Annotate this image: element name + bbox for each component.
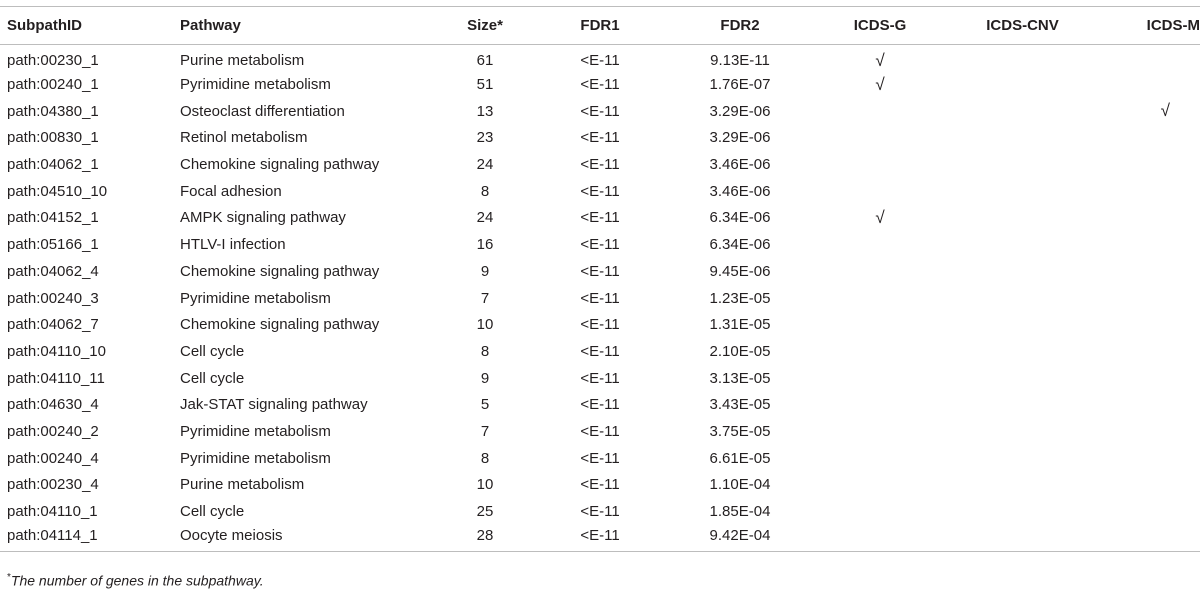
cell-icds-cnv — [940, 178, 1105, 205]
cell-icds-m — [1105, 391, 1200, 418]
cell-fdr1: <E-11 — [580, 422, 620, 440]
cell-fdr2: 1.85E-04 — [709, 503, 771, 521]
cell-subpath-id: path:04062_7 — [7, 316, 99, 334]
table-row — [0, 498, 1200, 525]
cell-fdr2: 3.29E-06 — [709, 129, 771, 147]
cell-size: 24 — [476, 156, 494, 174]
cell-icds-cnv — [940, 45, 1105, 72]
cell-icds-g — [820, 338, 940, 365]
cell-fdr2: 3.13E-05 — [709, 369, 771, 387]
cell-fdr1: <E-11 — [580, 369, 620, 387]
cell-subpath-id: path:04380_1 — [7, 102, 99, 120]
cell-subpath-id: path:00240_4 — [7, 449, 99, 467]
cell-fdr1: <E-11 — [580, 289, 620, 307]
cell-pathway: Chemokine signaling pathway — [180, 156, 380, 174]
cell-icds-cnv — [940, 472, 1105, 499]
table-row — [0, 365, 1200, 392]
cell-icds-g — [820, 418, 940, 445]
cell-icds-g — [820, 98, 940, 125]
cell-size: 28 — [430, 525, 540, 552]
cell-fdr1: <E-11 — [580, 156, 620, 174]
cell-fdr1: <E-11 — [580, 342, 620, 360]
cell-pathway: Osteoclast differentiation — [180, 102, 345, 120]
cell-icds-cnv — [940, 338, 1105, 365]
cell-pathway: Pyrimidine metabolism — [180, 449, 331, 467]
cell-size: 8 — [480, 449, 490, 467]
cell-fdr2: 9.45E-06 — [709, 262, 771, 280]
table-row — [0, 525, 1200, 552]
cell-size: 8 — [480, 342, 490, 360]
cell-icds-m — [1105, 498, 1200, 525]
cell-pathway: Focal adhesion — [180, 182, 282, 200]
cell-subpath-id: path:04062_1 — [7, 156, 99, 174]
cell-size: 25 — [476, 503, 494, 521]
table-row — [0, 311, 1200, 338]
cell-size: 8 — [480, 182, 490, 200]
cell-icds-cnv — [940, 98, 1105, 125]
cell-fdr1: <E-11 — [580, 129, 620, 147]
cell-fdr2: 3.46E-06 — [709, 156, 771, 174]
cell-subpath-id: path:05166_1 — [7, 236, 99, 254]
cell-icds-g — [820, 258, 940, 285]
cell-fdr1: <E-11 — [580, 209, 620, 227]
header-icds-g: ICDS-G — [820, 7, 940, 45]
cell-size: 13 — [476, 102, 494, 120]
cell-icds-g: √ — [875, 50, 885, 70]
cell-size: 9 — [480, 369, 490, 387]
cell-icds-cnv — [940, 418, 1105, 445]
cell-icds-m — [1105, 445, 1200, 472]
cell-icds-g — [820, 151, 940, 178]
cell-fdr2: 6.34E-06 — [709, 236, 771, 254]
cell-subpath-id: path:00230_1 — [7, 52, 99, 70]
cell-icds-m: √ — [1160, 101, 1170, 121]
cell-size: 23 — [476, 129, 494, 147]
cell-pathway: Cell cycle — [180, 369, 245, 387]
cell-fdr2: 3.29E-06 — [709, 102, 771, 120]
cell-icds-g — [820, 525, 940, 552]
cell-fdr1: <E-11 — [580, 476, 620, 494]
cell-fdr2: 1.23E-05 — [709, 289, 771, 307]
cell-size: 7 — [480, 422, 490, 440]
cell-fdr1: <E-11 — [580, 102, 620, 120]
table-row — [0, 231, 1200, 258]
table-row — [0, 205, 1200, 232]
table-row — [0, 418, 1200, 445]
cell-fdr1: <E-11 — [580, 262, 620, 280]
cell-pathway: Retinol metabolism — [180, 129, 308, 147]
cell-fdr1: <E-11 — [580, 182, 620, 200]
cell-icds-cnv — [940, 205, 1105, 232]
table-row — [0, 472, 1200, 499]
cell-size: 51 — [476, 76, 494, 94]
table-row — [0, 445, 1200, 472]
cell-icds-g — [820, 311, 940, 338]
cell-icds-g — [820, 285, 940, 312]
cell-fdr1: <E-11 — [580, 503, 620, 521]
cell-icds-m — [1105, 178, 1200, 205]
header-icds-m: ICDS-M — [1105, 7, 1200, 45]
cell-icds-m — [1105, 525, 1200, 552]
table-row — [0, 98, 1200, 125]
cell-size: 10 — [476, 316, 494, 334]
cell-icds-g — [820, 365, 940, 392]
cell-fdr2: 1.31E-05 — [709, 316, 771, 334]
cell-size: 10 — [476, 476, 494, 494]
cell-fdr1: <E-11 — [580, 449, 620, 467]
cell-subpath-id: path:00240_2 — [7, 422, 99, 440]
cell-pathway: HTLV-I infection — [180, 236, 286, 254]
cell-pathway: Jak-STAT signaling pathway — [180, 396, 368, 414]
cell-fdr1: <E-11 — [540, 525, 660, 552]
subpathway-table-container — [0, 6, 1200, 552]
cell-fdr2: 1.76E-07 — [709, 76, 771, 94]
cell-subpath-id: path:04110_1 — [7, 503, 98, 521]
cell-fdr2: 3.43E-05 — [709, 396, 771, 414]
cell-pathway: Purine metabolism — [180, 52, 305, 70]
cell-icds-cnv — [940, 285, 1105, 312]
cell-size: 61 — [476, 52, 494, 70]
cell-fdr1: <E-11 — [580, 52, 620, 70]
cell-icds-cnv — [940, 311, 1105, 338]
cell-fdr2: 6.34E-06 — [709, 209, 771, 227]
cell-icds-m — [1105, 125, 1200, 152]
cell-fdr2: 6.61E-05 — [709, 449, 771, 467]
table-row — [0, 285, 1200, 312]
cell-icds-m — [1105, 231, 1200, 258]
cell-subpath-id: path:04510_10 — [7, 182, 108, 200]
cell-pathway: AMPK signaling pathway — [180, 209, 346, 227]
header-subpath-id: SubpathID — [0, 7, 180, 45]
cell-pathway: Pyrimidine metabolism — [180, 422, 331, 440]
cell-fdr1: <E-11 — [580, 236, 620, 254]
cell-pathway: Cell cycle — [180, 342, 245, 360]
cell-icds-cnv — [940, 365, 1105, 392]
header-size: Size* — [430, 7, 540, 45]
cell-subpath-id: path:00240_3 — [7, 289, 99, 307]
cell-fdr1: <E-11 — [580, 396, 620, 414]
table-row — [0, 151, 1200, 178]
cell-fdr2: 9.42E-04 — [660, 525, 820, 552]
cell-icds-cnv — [940, 125, 1105, 152]
header-fdr2: FDR2 — [660, 7, 820, 45]
cell-fdr2: 9.13E-11 — [710, 52, 770, 70]
cell-icds-g — [820, 125, 940, 152]
table-header-row — [0, 7, 1200, 45]
cell-icds-g — [820, 498, 940, 525]
cell-pathway: Pyrimidine metabolism — [180, 289, 331, 307]
cell-size: 5 — [480, 396, 490, 414]
cell-subpath-id: path:00830_1 — [7, 129, 99, 147]
cell-subpath-id: path:00240_1 — [7, 76, 99, 94]
cell-icds-m — [1105, 151, 1200, 178]
cell-icds-g: √ — [875, 74, 885, 94]
cell-size: 9 — [480, 262, 490, 280]
cell-fdr2: 1.10E-04 — [709, 476, 771, 494]
cell-icds-cnv — [940, 71, 1105, 98]
cell-pathway: Chemokine signaling pathway — [180, 316, 380, 334]
cell-icds-cnv — [940, 231, 1105, 258]
table-row — [0, 258, 1200, 285]
cell-icds-g — [820, 231, 940, 258]
cell-icds-cnv — [940, 498, 1105, 525]
cell-icds-cnv — [940, 445, 1105, 472]
cell-icds-g — [820, 391, 940, 418]
cell-fdr2: 3.75E-05 — [709, 422, 771, 440]
cell-size: 24 — [476, 209, 494, 227]
cell-icds-m — [1105, 338, 1200, 365]
cell-icds-g — [820, 472, 940, 499]
table-row — [0, 45, 1200, 72]
cell-icds-g — [820, 178, 940, 205]
cell-subpath-id: path:04062_4 — [7, 262, 99, 280]
cell-subpath-id: path:04114_1 — [0, 525, 180, 552]
cell-icds-cnv — [940, 258, 1105, 285]
cell-size: 16 — [476, 236, 494, 254]
cell-icds-m — [1105, 45, 1200, 72]
cell-icds-m — [1105, 258, 1200, 285]
cell-fdr2: 3.46E-06 — [709, 182, 771, 200]
footnote-marker: * — [7, 572, 11, 583]
table-body — [0, 45, 1200, 552]
cell-icds-cnv — [940, 391, 1105, 418]
footnote-text: The number of genes in the subpathway. — [10, 572, 264, 589]
cell-icds-m — [1105, 418, 1200, 445]
cell-icds-m — [1105, 365, 1200, 392]
cell-icds-m — [1105, 205, 1200, 232]
cell-pathway: Oocyte meiosis — [180, 525, 430, 552]
cell-subpath-id: path:04630_4 — [7, 396, 99, 414]
header-fdr1: FDR1 — [540, 7, 660, 45]
cell-fdr1: <E-11 — [580, 316, 620, 334]
table-row — [0, 178, 1200, 205]
cell-icds-g — [820, 445, 940, 472]
cell-subpath-id: path:04152_1 — [7, 209, 99, 227]
cell-fdr2: 2.10E-05 — [709, 342, 771, 360]
cell-subpath-id: path:00230_4 — [7, 476, 99, 494]
header-icds-cnv: ICDS-CNV — [940, 7, 1105, 45]
table-footnote — [7, 572, 264, 589]
cell-icds-m — [1105, 472, 1200, 499]
cell-pathway: Cell cycle — [180, 503, 245, 521]
cell-icds-m — [1105, 285, 1200, 312]
table-row — [0, 71, 1200, 98]
cell-icds-g: √ — [875, 207, 885, 227]
cell-pathway: Pyrimidine metabolism — [180, 76, 331, 94]
table-row — [0, 391, 1200, 418]
cell-pathway: Chemokine signaling pathway — [180, 262, 380, 280]
header-pathway: Pathway — [180, 7, 430, 45]
cell-icds-cnv — [940, 151, 1105, 178]
cell-subpath-id: path:04110_11 — [7, 369, 105, 387]
table-row — [0, 125, 1200, 152]
subpathway-table — [0, 6, 1200, 552]
cell-icds-m — [1105, 311, 1200, 338]
cell-pathway: Purine metabolism — [180, 476, 305, 494]
cell-fdr1: <E-11 — [580, 76, 620, 94]
cell-icds-cnv — [940, 525, 1105, 552]
cell-size: 7 — [480, 289, 490, 307]
cell-icds-m — [1105, 71, 1200, 98]
table-row — [0, 338, 1200, 365]
cell-subpath-id: path:04110_10 — [7, 342, 106, 360]
